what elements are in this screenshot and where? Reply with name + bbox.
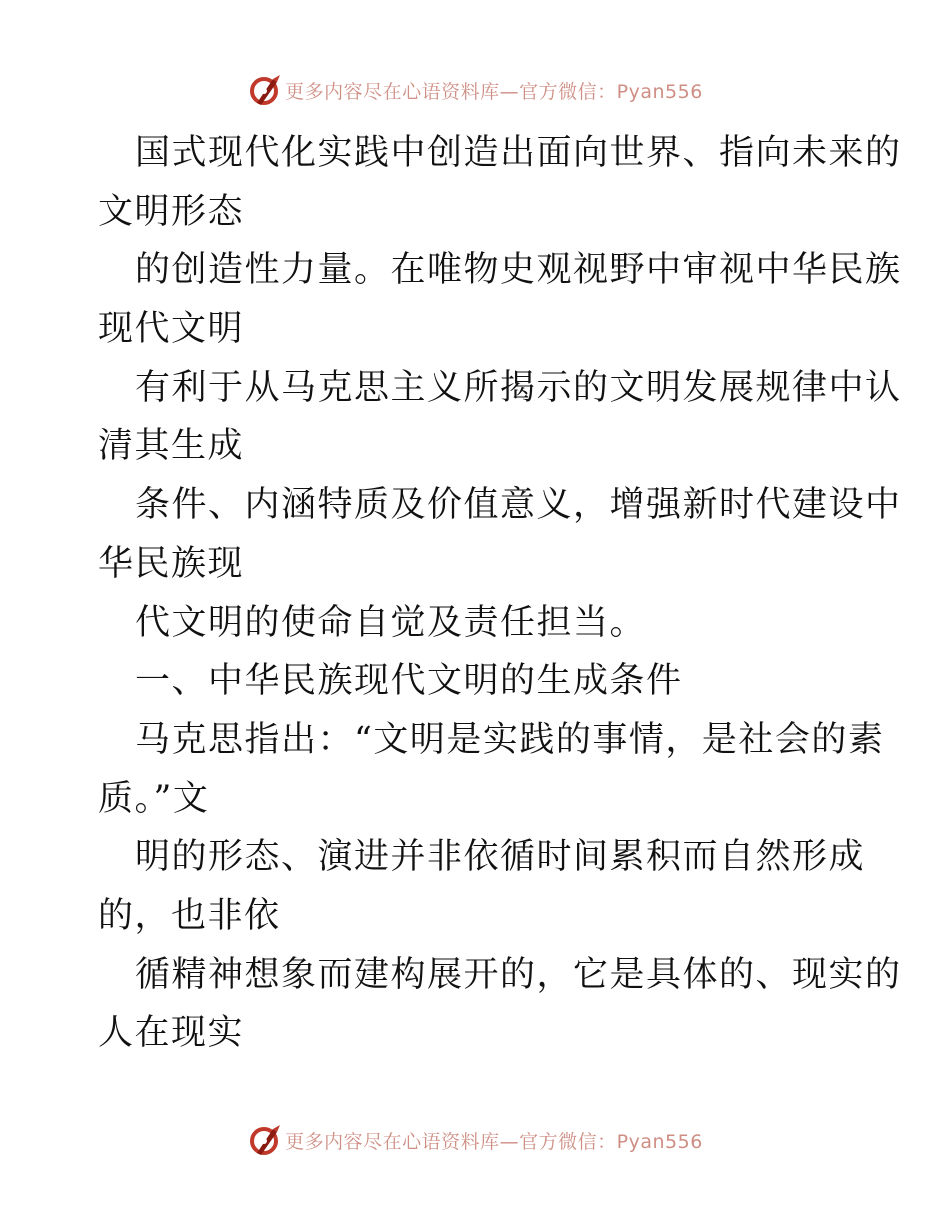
paragraph-line: 循精神想象而建构展开的，它是具体的、现实的 — [135, 954, 902, 995]
quill-pen-circle-icon — [247, 1123, 281, 1157]
paragraph-line: 人在现实 — [98, 1013, 245, 1054]
document-body — [98, 124, 902, 1063]
header-banner-text: 更多内容尽在心语资料库—官方微信：Pyan556 — [285, 80, 703, 103]
paragraph-line: 质。”文 — [98, 778, 210, 819]
quill-pen-circle-icon — [247, 73, 281, 107]
header-banner — [0, 70, 950, 110]
paragraph-line: 有利于从马克思主义所揭示的文明发展规律中认 — [135, 367, 902, 408]
paragraph-line: 明的形态、演进并非依循时间累积而自然形成 — [135, 837, 866, 878]
paragraph-line: 国式现代化实践中创造出面向世界、指向未来的 — [135, 133, 902, 173]
footer-banner-text: 更多内容尽在心语资料库—官方微信：Pyan556 — [285, 1130, 703, 1153]
paragraph-line: 条件、内涵特质及价值意义，增强新时代建设中 — [135, 485, 902, 526]
paragraph-line: 华民族现 — [98, 543, 245, 584]
section-heading: 一、中华民族现代文明的生成条件 — [135, 661, 683, 702]
paragraph-line: 的，也非依 — [98, 895, 281, 936]
paragraph-line: 马克思指出：“文明是实践的事情，是社会的素 — [135, 719, 885, 760]
paragraph-line: 代文明的使命自觉及责任担当。 — [135, 602, 647, 643]
paragraph-line: 现代文明 — [98, 309, 245, 350]
footer-banner — [0, 1120, 950, 1160]
paragraph-line: 的创造性力量。在唯物史观视野中审视中华民族 — [135, 250, 902, 291]
paragraph-line: 清其生成 — [98, 426, 245, 467]
paragraph-line: 文明形态 — [98, 191, 245, 232]
